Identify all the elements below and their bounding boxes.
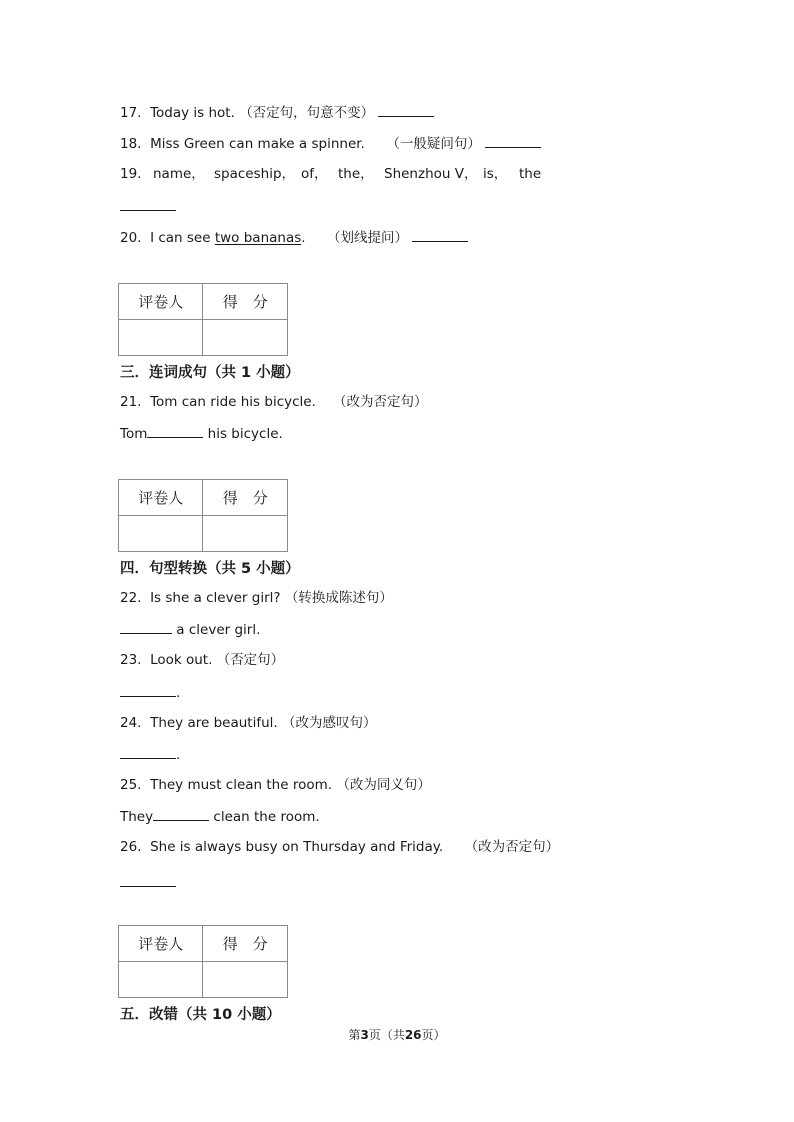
section-heading-3: 三．连词成句（共 1 小题） [120,365,300,381]
score-table [118,283,288,356]
answer-line-21 [120,423,283,444]
question-number: 24. [120,715,142,731]
question-21 [120,392,428,412]
question-text: They are beautiful. [150,715,278,731]
word-item: Shenzhou V， [384,166,478,182]
section-heading-4: 四．句型转换（共 5 小题） [120,561,300,577]
question-number: 18. [120,136,142,152]
answer-blank[interactable] [147,423,203,438]
total-pages: 26 [404,1028,422,1042]
answer-line-23 [120,682,180,703]
score-table [118,479,288,552]
answer-line-19 [120,196,176,217]
question-number: 25. [120,777,142,793]
answer-prefix: Tom [120,426,148,442]
word-item: name， [153,166,205,182]
question-text: Look out. [150,652,213,668]
word-item: the， [338,166,374,182]
question-18 [120,133,541,154]
grader-cell[interactable] [119,962,203,998]
word-item: spaceship， [214,166,296,182]
question-number: 22. [120,590,142,606]
word-item: of， [301,166,328,182]
answer-blank[interactable] [153,806,209,821]
score-label: 得 分 [203,480,288,516]
word-item: is， [483,166,508,182]
question-24 [120,713,377,733]
question-hint: （改为否定句） [333,394,428,410]
question-text-pre: I can see [150,230,215,246]
question-hint: （划线提问） [327,230,409,246]
answer-prefix: They [120,809,154,825]
answer-blank[interactable] [120,872,176,887]
underlined-phrase: two bananas [214,230,302,246]
grader-label: 评卷人 [119,284,203,320]
score-cell[interactable] [203,962,288,998]
answer-blank[interactable] [378,102,434,117]
grader-cell[interactable] [119,516,203,552]
question-26 [120,837,559,857]
question-23 [120,650,284,670]
question-text: Miss Green can make a spinner. [150,136,365,152]
answer-suffix: . [176,747,181,763]
question-number: 19. [120,166,142,182]
page-footer [0,1026,794,1043]
score-cell[interactable] [203,516,288,552]
score-label: 得 分 [203,926,288,962]
question-hint: （一般疑问句） [386,136,481,152]
question-hint: （否定句，句意不变） [239,105,375,121]
answer-line-25 [120,806,320,827]
question-number: 20. [120,230,142,246]
question-text: Is she a clever girl? [150,590,281,606]
question-25 [120,775,431,795]
question-text: Today is hot. [150,105,235,121]
answer-line-24 [120,744,180,765]
question-text: Tom can ride his bicycle. [150,394,316,410]
answer-suffix: a clever girl. [172,622,261,638]
grader-label: 评卷人 [119,926,203,962]
question-text: They must clean the room. [150,777,333,793]
answer-suffix: clean the room. [209,809,320,825]
question-hint: （改为同义句） [336,777,431,793]
page-number: 3 [360,1028,369,1042]
question-22 [120,588,393,608]
answer-blank[interactable] [120,682,176,697]
answer-blank[interactable] [412,227,468,242]
score-table [118,925,288,998]
question-hint: （改为感叹句） [282,715,377,731]
word-item: the [519,166,542,182]
question-number: 17. [120,105,142,121]
answer-blank[interactable] [485,133,541,148]
answer-suffix: his bicycle. [203,426,283,442]
grader-label: 评卷人 [119,480,203,516]
score-cell[interactable] [203,320,288,356]
footer-post: 页） [421,1028,446,1042]
question-number: 21. [120,394,142,410]
answer-blank[interactable] [120,744,176,759]
question-number: 23. [120,652,142,668]
section-heading-5: 五．改错（共 10 小题） [120,1007,281,1023]
grader-cell[interactable] [119,320,203,356]
question-20 [120,227,468,248]
question-number: 26. [120,839,142,855]
answer-blank[interactable] [120,619,172,634]
answer-blank[interactable] [120,196,176,211]
question-text-post: . [301,230,306,246]
answer-line-22 [120,619,260,640]
question-text: She is always busy on Thursday and Friday. [150,839,444,855]
score-label: 得 分 [203,284,288,320]
answer-line-26 [120,872,176,893]
question-hint: （否定句） [216,652,285,668]
answer-suffix: . [176,685,181,701]
footer-mid: 页（共 [368,1028,405,1042]
question-17 [120,102,434,123]
question-hint: （转换成陈述句） [284,590,393,606]
question-hint: （改为否定句） [464,839,560,855]
footer-pre: 第 [348,1028,361,1042]
